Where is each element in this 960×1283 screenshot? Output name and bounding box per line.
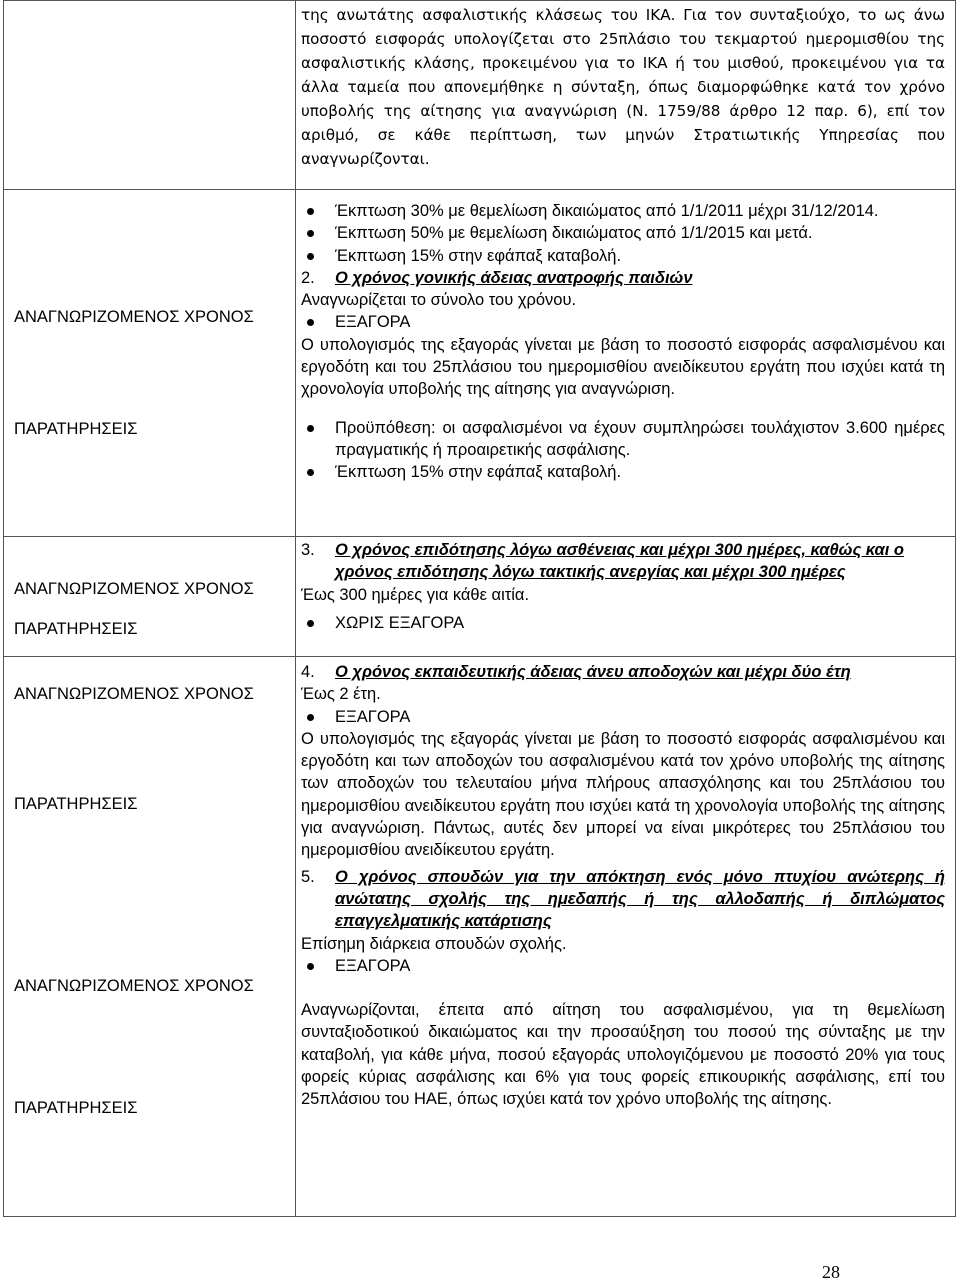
- bullet-icon: [307, 425, 314, 432]
- bullet-icon: [307, 963, 314, 970]
- list-item: Έκπτωση 30% με θεμελίωση δικαιώματος από 1/1/2011 μέχρι 31/12/2014.: [301, 200, 945, 222]
- empty-cell: [4, 1, 296, 190]
- list-item: ΕΞΑΓΟΡΑ: [301, 311, 945, 333]
- section-5-remarks: Αναγνωρίζονται, έπειτα από αίτηση του ασφαλισμένου, για τη θεμελίωση συνταξιοδοτικού δικαιώματος και την προσαύξηση του ποσού της σύνταξης με την καταβολή, για κάθε μήνα, ποσού εξαγοράς υπολογιζόμενου με ποσοστό 20% για τους φορείς κύριας ασφάλισης και 6% για τους φορείς επικουρικής ασφάλισης, επί του 25πλάσιου του ΗΑΕ, όπως ισχύει κατά τον χρόνο υποβολής της αίτησης.: [301, 1001, 945, 1109]
- page-number: 28: [822, 1262, 840, 1282]
- bullet-icon: [307, 230, 314, 237]
- list-item: ΧΩΡΙΣ ΕΞΑΓΟΡΑ: [301, 612, 945, 634]
- section-5-recognized: Επίσημη διάρκεια σπουδών σχολής.: [301, 934, 567, 953]
- label-recognized-time: ΑΝΑΓΝΩΡΙΖΟΜΕΝΟΣ ΧΡΟΝΟΣ: [14, 308, 254, 326]
- section-2-heading: 2. Ο χρόνος γονικής άδειας ανατροφής παιδιών: [301, 268, 693, 287]
- section-3-cell: [296, 537, 956, 657]
- labels-cell-2: [4, 537, 296, 657]
- section-2-remarks: [301, 417, 945, 484]
- bullet-icon: [307, 714, 314, 721]
- discount-list: [301, 200, 945, 267]
- section-2-recognized: Αναγνωρίζεται το σύνολο του χρόνου.: [301, 291, 577, 310]
- section-4-5-cell: [296, 657, 956, 1217]
- label-recognized-time: ΑΝΑΓΝΩΡΙΖΟΜΕΝΟΣ ΧΡΟΝΟΣ: [14, 977, 254, 995]
- bullet-icon: [307, 319, 314, 326]
- section-3-heading: 3. Ο χρόνος επιδότησης λόγω ασθένειας και μέχρι 300 ημέρες, καθώς και ο χρόνος επιδότησης λόγω τακτικής ανεργίας και μέχρι 300 ημέρες: [301, 541, 905, 582]
- list-item: Έκπτωση 15% στην εφάπαξ καταβολή.: [301, 245, 945, 267]
- label-recognized-time: ΑΝΑΓΝΩΡΙΖΟΜΕΝΟΣ ΧΡΟΝΟΣ: [14, 580, 254, 598]
- bullet-icon: [307, 620, 314, 627]
- list-item: Προϋπόθεση: οι ασφαλισμένοι να έχουν συμπληρώσει τουλάχιστον 3.600 ημέρες πραγματικής ή προαιρετικής ασφάλισης.: [301, 417, 945, 462]
- list-item: Έκπτωση 50% με θεμελίωση δικαιώματος από 1/1/2015 και μετά.: [301, 222, 945, 244]
- label-recognized-time: ΑΝΑΓΝΩΡΙΖΟΜΕΝΟΣ ΧΡΟΝΟΣ: [14, 685, 254, 703]
- labels-cell-3: [4, 657, 296, 1217]
- section-4-heading: 4. Ο χρόνος εκπαιδευτικής άδειας άνευ αποδοχών και μέχρι δύο έτη: [301, 663, 851, 681]
- list-item: Έκπτωση 15% στην εφάπαξ καταβολή.: [301, 461, 945, 483]
- list-item: ΕΞΑΓΟΡΑ: [301, 706, 945, 728]
- section-4-buyback-text: Ο υπολογισμός της εξαγοράς γίνεται με βάση το ποσοστό εισφοράς ασφαλισμένου και εργοδότη και των αποδοχών του ασφαλισμένου κατά τον χρόνο υποβολής της αίτησης των αποδοχών του τελευταίου μήνα πλήρους απασχόλησης και του 25πλάσιου του ημερομισθίου ανειδίκευτου εργάτη που ισχύει κατά τη χρονολογία υποβολής της αίτησης για αναγνώριση. Πάντως, αυτές δεν μπορεί να είναι μικρότερες του 25πλάσιου του ημερομισθίου ανειδίκευτου εργάτη.: [301, 729, 945, 860]
- label-remarks: ΠΑΡΑΤΗΡΗΣΕΙΣ: [14, 420, 138, 438]
- bullet-icon: [307, 469, 314, 476]
- section-5-heading: 5. Ο χρόνος σπουδών για την απόκτηση ενός μόνο πτυχίου ανώτερης ή ανώτατης σχολής της ημεδαπής ή της αλλοδαπής ή διπλώματος επαγγελματικής κατάρτισης: [301, 867, 945, 931]
- section-4-recognized: Έως 2 έτη.: [301, 685, 381, 704]
- document-table: [3, 0, 956, 1217]
- bullet-icon: [307, 208, 314, 215]
- section-1-2-cell: [296, 190, 956, 537]
- label-remarks: ΠΑΡΑΤΗΡΗΣΕΙΣ: [14, 620, 138, 638]
- label-remarks: ΠΑΡΑΤΗΡΗΣΕΙΣ: [14, 1099, 138, 1117]
- intro-paragraph: της ανωτάτης ασφαλιστικής κλάσεως του ΙΚΑ. Για τον συνταξιούχο, το ως άνω ποσοστό εισφοράς υπολογίζεται στο 25πλάσιο του τεκμαρτού ημερομισθίου της ασφαλιστικής κλάσης, προκειμένου για το ΙΚΑ ή του μισθού, προκειμένου για τα άλλα ταμεία που απονεμήθηκε η σύνταξη, όπως διαμορφώθηκε κατά τον χρόνο υποβολής της αίτησης για αναγνώριση (Ν. 1759/88 άρθρο 12 παρ. 6), επί τον αριθμό, σε κάθε περίπτωση, των μηνών Στρατιωτικής Υπηρεσίας που αναγνωρίζονται.: [301, 6, 945, 168]
- section-2-buyback-text: Ο υπολογισμός της εξαγοράς γίνεται με βάση το ποσοστό εισφοράς ασφαλισμένου και εργοδότη και του 25πλάσιου του ημερομισθίου ανειδίκευτου εργάτη που ισχύει κατά τη χρονολογία υποβολής της αίτησης για αναγνώριση.: [301, 335, 945, 399]
- section-3-recognized: Έως 300 ημέρες για κάθε αιτία.: [301, 585, 530, 604]
- list-item: ΕΞΑΓΟΡΑ: [301, 955, 945, 977]
- bullet-icon: [307, 253, 314, 260]
- label-remarks: ΠΑΡΑΤΗΡΗΣΕΙΣ: [14, 795, 138, 813]
- labels-cell-1: [4, 190, 296, 537]
- intro-cell: [296, 1, 956, 190]
